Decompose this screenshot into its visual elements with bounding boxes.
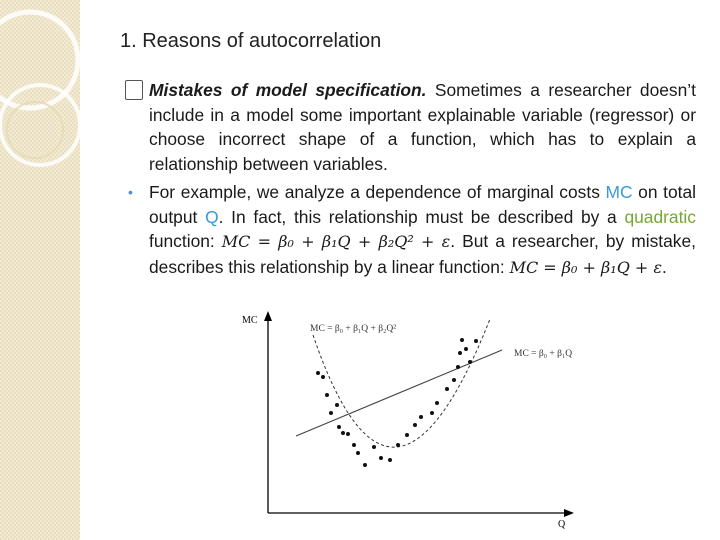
- data-point: [419, 415, 423, 419]
- term-quadratic: quadratic: [624, 206, 696, 227]
- data-point: [337, 425, 341, 429]
- data-point: [346, 432, 350, 436]
- bullet-text: function:: [149, 231, 222, 251]
- data-point: [464, 347, 468, 351]
- decorative-sidebar: [0, 0, 80, 540]
- specification-figure: [240, 305, 620, 537]
- bullet-text: Sometimes a researcher doesn’t include in a model some important explainable variable (regressor) or choose incorrect shape of a function, which has to explain a relationship between variables.: [149, 80, 696, 174]
- data-point: [329, 411, 333, 415]
- term-q: Q: [205, 206, 219, 227]
- bullet-text: . But a researcher, by mistake, describes this relationship by a linear function:: [149, 231, 697, 277]
- data-point: [388, 458, 392, 462]
- data-point: [352, 443, 356, 447]
- x-axis-arrow-icon: [564, 509, 574, 517]
- data-point: [321, 375, 325, 379]
- bullet-item-example: [130, 180, 696, 280]
- bullet-text: on total output: [149, 182, 696, 227]
- data-point: [474, 339, 478, 343]
- bullet-text: For example, we analyze a dependence of marginal costs: [149, 182, 606, 202]
- data-point: [458, 351, 462, 355]
- equation-linear: MC = β₀ + β₁Q + ε: [509, 257, 662, 277]
- bullet-dot-icon: •: [128, 184, 133, 200]
- data-point: [413, 423, 417, 427]
- data-point: [468, 360, 472, 364]
- x-axis-label: Q: [558, 519, 566, 530]
- data-point: [341, 431, 345, 435]
- decorative-circles: [0, 0, 80, 540]
- bullet-text: . In fact, this relationship must be described by a: [218, 206, 625, 227]
- bold-lead: Mistakes of model specification.: [149, 80, 427, 100]
- data-point: [460, 338, 464, 342]
- data-point: [335, 403, 339, 407]
- data-point: [325, 393, 329, 397]
- term-mc: MC: [605, 182, 633, 202]
- data-point: [452, 378, 456, 382]
- data-point: [363, 463, 367, 467]
- data-point: [435, 401, 439, 405]
- quadratic-label: MC = β₀ + β₁Q + β₂Q²: [310, 324, 397, 334]
- data-point: [316, 371, 320, 375]
- data-point: [456, 365, 460, 369]
- data-point: [445, 387, 449, 391]
- data-point: [356, 451, 360, 455]
- data-point: [396, 443, 400, 447]
- data-point: [405, 433, 409, 437]
- missing-glyph-icon: [125, 80, 143, 100]
- data-point: [379, 456, 383, 460]
- bullet-list: [130, 78, 696, 284]
- bullet-item-specification: [130, 78, 696, 176]
- slide-title: 1. Reasons of autocorrelation: [120, 30, 382, 52]
- y-axis-label: MC: [242, 315, 258, 326]
- scatter-points: [316, 338, 478, 467]
- data-point: [372, 445, 376, 449]
- y-axis-arrow-icon: [264, 311, 272, 321]
- linear-label: MC = β₀ + β₁Q: [514, 349, 573, 359]
- data-point: [430, 411, 434, 415]
- equation-quadratic: MC = β₀ + β₁Q + β₂Q² + ε: [221, 232, 451, 251]
- bullet-text: .: [661, 256, 667, 277]
